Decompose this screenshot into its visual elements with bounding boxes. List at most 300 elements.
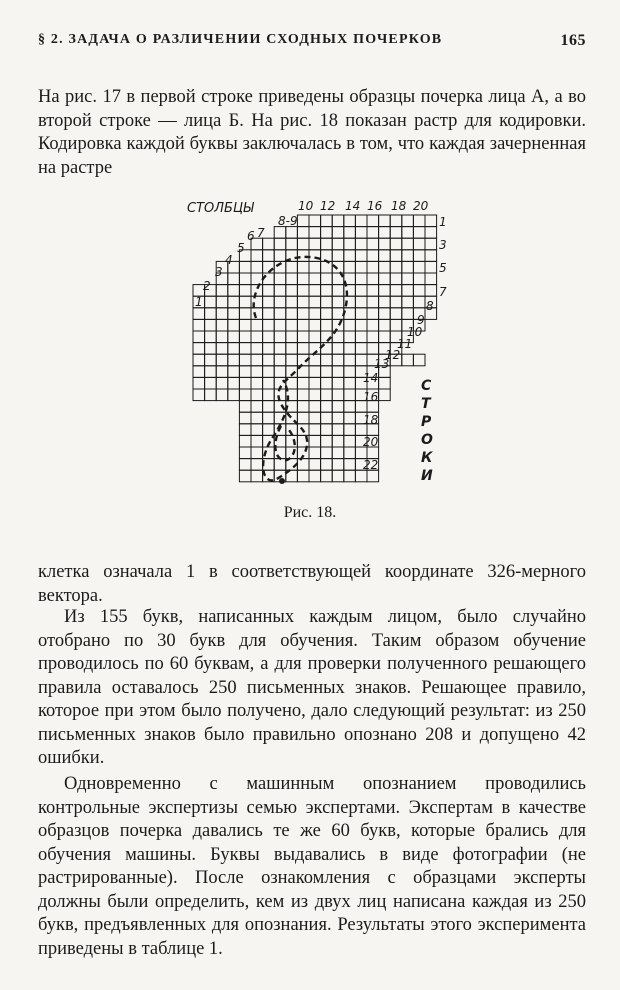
raster-cell — [274, 331, 286, 343]
raster-cell — [251, 319, 263, 331]
raster-cell — [309, 412, 321, 424]
raster-cell — [251, 354, 263, 366]
raster-cell — [402, 227, 414, 239]
raster-cell — [251, 435, 263, 447]
raster-cell — [355, 308, 367, 320]
raster-cell — [239, 412, 251, 424]
raster-cell — [274, 319, 286, 331]
raster-cell — [205, 296, 217, 308]
raster-cell — [239, 331, 251, 343]
raster-cell — [228, 366, 240, 378]
raster-cell — [193, 389, 205, 401]
row-number: 3 — [439, 238, 447, 252]
raster-cell — [344, 308, 356, 320]
raster-cell — [286, 331, 298, 343]
raster-cell — [321, 447, 333, 459]
raster-cell — [263, 366, 275, 378]
raster-cell — [216, 308, 228, 320]
raster-cell — [309, 459, 321, 471]
raster-cell — [228, 308, 240, 320]
raster-cell — [251, 273, 263, 285]
raster-cell — [332, 447, 344, 459]
raster-cell — [344, 389, 356, 401]
raster-cell — [344, 261, 356, 273]
raster-cell — [321, 389, 333, 401]
raster-cell — [263, 412, 275, 424]
columns-label: СТОЛБЦЫ — [187, 201, 254, 216]
raster-cell — [193, 366, 205, 378]
raster-cell — [321, 366, 333, 378]
raster-cell — [239, 366, 251, 378]
raster-cell — [379, 319, 391, 331]
raster-cell — [309, 319, 321, 331]
column-number: 10 — [298, 199, 314, 213]
raster-cell — [321, 354, 333, 366]
raster-cell — [263, 424, 275, 436]
raster-cell — [332, 285, 344, 297]
raster-cell — [344, 331, 356, 343]
raster-cell — [216, 331, 228, 343]
raster-cell — [239, 285, 251, 297]
raster-cell — [239, 447, 251, 459]
raster-cell — [193, 319, 205, 331]
column-number: 12 — [320, 199, 336, 213]
raster-cell — [309, 215, 321, 227]
paragraph-3: Одновременно с машинным опознанием проводились контрольные экспертизы семью экспертами. Экспертам в качестве образцов почерка давались те же 60 букв, которые брались для обучения машины. Буквы выдавались в виде фотографии (не растрированные). После ознакомления с образцами эксперты должны были определить, кем из двух лиц написана каждая из 250 букв, предъявленных для опознания. Результаты этого эксперимента приведены в таблице 1. — [38, 774, 586, 959]
raster-cell — [390, 308, 402, 320]
raster-cell — [413, 354, 425, 366]
rows-label — [421, 378, 433, 484]
raster-cell — [216, 366, 228, 378]
raster-cell — [367, 227, 379, 239]
raster-cell — [239, 377, 251, 389]
raster-cell — [402, 215, 414, 227]
raster-cell — [379, 331, 391, 343]
figure-caption — [0, 504, 620, 522]
raster-cell — [297, 227, 309, 239]
raster-cell — [379, 238, 391, 250]
raster-cell — [425, 261, 437, 273]
row-number: 7 — [439, 285, 447, 299]
raster-cell — [251, 250, 263, 262]
raster-cell — [344, 227, 356, 239]
raster-cell — [263, 401, 275, 413]
raster-cell — [216, 343, 228, 355]
raster-cell — [239, 435, 251, 447]
page-number: 165 — [560, 32, 586, 49]
trace-end-dot — [279, 478, 285, 484]
raster-cell — [367, 308, 379, 320]
raster-cell — [425, 238, 437, 250]
raster-cell — [228, 389, 240, 401]
raster-cell — [332, 250, 344, 262]
raster-cell — [297, 215, 309, 227]
running-title: § 2. ЗАДАЧА О РАЗЛИЧЕНИИ СХОДНЫХ ПОЧЕРКОВ — [38, 32, 443, 47]
raster-cell — [251, 470, 263, 482]
raster-cell — [239, 343, 251, 355]
raster-cell — [297, 470, 309, 482]
raster-cell — [239, 401, 251, 413]
raster-cell — [216, 354, 228, 366]
row-number: 8 — [426, 299, 434, 313]
raster-cell — [355, 296, 367, 308]
raster-cell — [355, 227, 367, 239]
column-number: 4 — [225, 253, 233, 267]
rows-label-letter: Т — [421, 396, 431, 412]
raster-cell — [355, 238, 367, 250]
raster-cell — [228, 273, 240, 285]
raster-cell — [379, 285, 391, 297]
raster-cell — [228, 319, 240, 331]
rows-label-letter: С — [421, 378, 432, 394]
raster-cell — [402, 296, 414, 308]
raster-cell — [286, 319, 298, 331]
raster-cell — [205, 343, 217, 355]
raster-cell — [193, 308, 205, 320]
raster-cell — [425, 215, 437, 227]
raster-cell — [390, 319, 402, 331]
raster-cell — [286, 308, 298, 320]
raster-cell — [297, 389, 309, 401]
raster-cell — [355, 215, 367, 227]
raster-cell — [286, 261, 298, 273]
raster-cell — [297, 296, 309, 308]
raster-cell — [251, 412, 263, 424]
raster-cell — [297, 285, 309, 297]
raster-cell — [274, 227, 286, 239]
raster-cell — [332, 377, 344, 389]
raster-cell — [239, 459, 251, 471]
row-number: 11 — [397, 337, 413, 351]
raster-cell — [251, 401, 263, 413]
raster-cell — [251, 331, 263, 343]
column-number: 2 — [203, 279, 211, 293]
raster-cell — [309, 273, 321, 285]
raster-cell — [228, 354, 240, 366]
raster-cell — [309, 470, 321, 482]
rows-label-letter: И — [421, 468, 433, 484]
raster-cell — [239, 308, 251, 320]
raster-cell — [239, 354, 251, 366]
raster-cell — [263, 377, 275, 389]
raster-cell — [344, 366, 356, 378]
raster-cell — [297, 343, 309, 355]
column-number: 16 — [367, 199, 383, 213]
row-number: 9 — [417, 313, 425, 327]
raster-cell — [216, 389, 228, 401]
raster-cell — [321, 308, 333, 320]
raster-cell — [344, 215, 356, 227]
row-number: 10 — [407, 325, 423, 339]
raster-cell — [309, 354, 321, 366]
raster-cell — [309, 296, 321, 308]
raster-cell — [274, 308, 286, 320]
raster-cell — [332, 470, 344, 482]
raster-cell — [297, 319, 309, 331]
raster-cell — [344, 319, 356, 331]
column-number: 5 — [237, 241, 245, 255]
raster-cell — [263, 331, 275, 343]
raster-cell — [274, 296, 286, 308]
raster-cell — [321, 424, 333, 436]
raster-grid-svg — [185, 190, 445, 490]
raster-cell — [413, 296, 425, 308]
raster-cell — [274, 354, 286, 366]
raster-cell — [309, 227, 321, 239]
raster-cell — [309, 331, 321, 343]
raster-cell — [321, 459, 333, 471]
raster-cell — [344, 435, 356, 447]
row-number: 20 — [363, 435, 379, 449]
raster-cell — [402, 354, 414, 366]
raster-cell — [332, 366, 344, 378]
column-number: 8-9 — [278, 214, 298, 228]
raster-cell — [216, 377, 228, 389]
raster-cell — [402, 273, 414, 285]
raster-cell — [321, 412, 333, 424]
raster-cell — [286, 296, 298, 308]
raster-cell — [297, 459, 309, 471]
raster-cell — [321, 238, 333, 250]
column-number: 6 — [247, 229, 255, 243]
raster-cell — [332, 401, 344, 413]
running-header — [38, 32, 586, 56]
raster-cell — [228, 285, 240, 297]
raster-cell — [413, 285, 425, 297]
column-number: 3 — [215, 265, 223, 279]
raster-cell — [332, 459, 344, 471]
raster-cell — [297, 412, 309, 424]
raster-cell — [413, 238, 425, 250]
raster-cell — [390, 215, 402, 227]
raster-cell — [251, 459, 263, 471]
raster-cell — [205, 389, 217, 401]
row-number: 12 — [385, 348, 401, 362]
raster-cell — [251, 261, 263, 273]
raster-cell — [251, 424, 263, 436]
raster-cell — [321, 227, 333, 239]
raster-cell — [402, 250, 414, 262]
raster-cell — [239, 389, 251, 401]
raster-cell — [332, 343, 344, 355]
raster-cell — [309, 377, 321, 389]
raster-cell — [309, 424, 321, 436]
raster-cell — [321, 215, 333, 227]
raster-cell — [344, 401, 356, 413]
raster-cell — [309, 285, 321, 297]
raster-cell — [402, 238, 414, 250]
raster-cell — [263, 285, 275, 297]
raster-cell — [228, 343, 240, 355]
raster-cell — [309, 447, 321, 459]
raster-cell — [425, 285, 437, 297]
raster-cell — [425, 227, 437, 239]
raster-cell — [205, 377, 217, 389]
raster-cell — [205, 308, 217, 320]
raster-cell — [297, 261, 309, 273]
raster-cell — [402, 308, 414, 320]
raster-cell — [228, 296, 240, 308]
raster-cell — [309, 366, 321, 378]
raster-cell — [263, 250, 275, 262]
raster-cell — [344, 447, 356, 459]
raster-cell — [379, 215, 391, 227]
raster-cell — [321, 401, 333, 413]
raster-cell — [344, 354, 356, 366]
raster-cell — [263, 343, 275, 355]
raster-cell — [367, 285, 379, 297]
raster-cell — [251, 447, 263, 459]
raster-cell — [263, 354, 275, 366]
raster-cell — [251, 377, 263, 389]
raster-cell — [332, 296, 344, 308]
letter-trace-lower — [275, 426, 294, 460]
raster-cell — [367, 331, 379, 343]
raster-cell — [402, 261, 414, 273]
raster-cell — [286, 435, 298, 447]
raster-cell — [332, 389, 344, 401]
raster-cell — [390, 261, 402, 273]
raster-cell — [321, 435, 333, 447]
column-number: 20 — [413, 199, 429, 213]
row-number: 13 — [374, 357, 390, 371]
raster-cell — [355, 331, 367, 343]
raster-cell — [263, 319, 275, 331]
raster-cell — [205, 354, 217, 366]
raster-cell — [239, 296, 251, 308]
raster-cell — [367, 343, 379, 355]
raster-cell — [379, 377, 391, 389]
raster-cell — [390, 227, 402, 239]
raster-cell — [367, 238, 379, 250]
raster-cell — [286, 285, 298, 297]
raster-cell — [297, 377, 309, 389]
raster-cell — [367, 261, 379, 273]
raster-cell — [274, 343, 286, 355]
raster-cell — [321, 470, 333, 482]
raster-cell — [239, 424, 251, 436]
raster-cell — [205, 366, 217, 378]
raster-cell — [332, 435, 344, 447]
raster-cell — [344, 377, 356, 389]
row-number: 16 — [363, 390, 379, 404]
raster-cell — [367, 215, 379, 227]
column-number: 14 — [345, 199, 361, 213]
raster-cell — [344, 412, 356, 424]
raster-cell — [216, 296, 228, 308]
raster-cell — [425, 273, 437, 285]
raster-cell — [390, 238, 402, 250]
raster-cell — [216, 319, 228, 331]
raster-cell — [263, 296, 275, 308]
raster-cell — [297, 238, 309, 250]
rows-label-letter: Р — [421, 414, 432, 430]
raster-cell — [355, 285, 367, 297]
raster-cell — [355, 343, 367, 355]
raster-cell — [309, 389, 321, 401]
raster-cell — [286, 273, 298, 285]
raster-cell — [367, 250, 379, 262]
raster-cell — [355, 261, 367, 273]
raster-cell — [321, 377, 333, 389]
row-number: 18 — [363, 413, 379, 427]
raster-cell — [344, 470, 356, 482]
raster-cell — [321, 273, 333, 285]
row-number: 14 — [363, 371, 379, 385]
raster-cell — [321, 261, 333, 273]
raster-cell — [297, 273, 309, 285]
raster-cell — [205, 331, 217, 343]
raster-cell — [239, 470, 251, 482]
raster-cell — [251, 389, 263, 401]
raster-cell — [379, 250, 391, 262]
raster-cell — [379, 273, 391, 285]
raster-cell — [367, 273, 379, 285]
row-numbers — [363, 215, 447, 472]
raster-cell — [251, 285, 263, 297]
raster-cell — [286, 227, 298, 239]
raster-cell — [286, 238, 298, 250]
raster-cell — [344, 424, 356, 436]
raster-cell — [309, 308, 321, 320]
row-number: 1 — [439, 215, 447, 229]
raster-cell — [251, 366, 263, 378]
raster-cell — [379, 389, 391, 401]
raster-cell — [239, 319, 251, 331]
raster-cell — [355, 319, 367, 331]
raster-cell — [413, 215, 425, 227]
raster-cell — [321, 250, 333, 262]
row-number: 22 — [363, 458, 379, 472]
raster-cell — [355, 250, 367, 262]
raster-cell — [228, 377, 240, 389]
raster-cell — [286, 354, 298, 366]
raster-cell — [344, 250, 356, 262]
column-number: 18 — [391, 199, 407, 213]
rows-label-letter: К — [421, 450, 433, 466]
raster-cell — [344, 343, 356, 355]
raster-cell — [379, 308, 391, 320]
raster-cell — [390, 273, 402, 285]
raster-cell — [332, 308, 344, 320]
raster-cell — [332, 238, 344, 250]
raster-cell — [332, 412, 344, 424]
raster-cell — [251, 343, 263, 355]
raster-cell — [413, 273, 425, 285]
raster-cell — [321, 285, 333, 297]
raster-cell — [390, 285, 402, 297]
raster-cell — [367, 319, 379, 331]
raster-cell — [332, 227, 344, 239]
paragraph-2: Из 155 букв, написанных каждым лицом, было случайно отобрано по 30 букв для обучения. Таким образом обучение проводилось по 60 буквам, а для проверки полученного решающего правила оставалось 250 письменных знаков. Решающее правило, которое при этом было получено, дало следующий результат: из 250 письменных знаков было правильно опознано 208 и допущено 42 ошибки. — [38, 607, 586, 768]
raster-cell — [216, 285, 228, 297]
column-number: 7 — [257, 226, 265, 240]
raster-cell — [379, 296, 391, 308]
raster-cell — [274, 273, 286, 285]
paragraph-1: клетка означала 1 в соответствующей координате 326-мерного вектора. — [38, 562, 586, 606]
raster-cell — [309, 261, 321, 273]
raster-cell — [193, 331, 205, 343]
raster-cell — [321, 343, 333, 355]
raster-cell — [239, 261, 251, 273]
raster-cell — [205, 319, 217, 331]
raster-cell — [274, 366, 286, 378]
raster-cell — [239, 273, 251, 285]
raster-cell — [193, 377, 205, 389]
raster-cell — [263, 389, 275, 401]
raster-cell — [344, 238, 356, 250]
figure-raster — [185, 190, 445, 490]
